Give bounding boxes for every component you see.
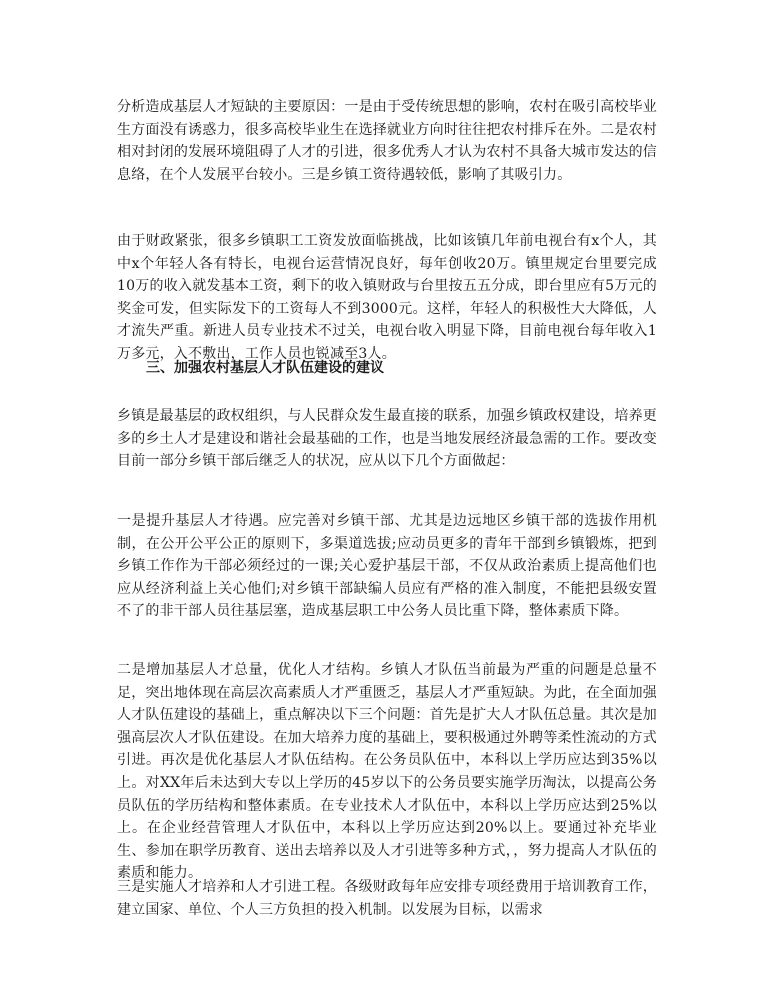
paragraph-suggestion-two: 二是增加基层人才总量，优化人才结构。乡镇人才队伍当前最为严重的问题是总量不足，突出地体现在高层次高素质人才严重匮乏，基层人才严重短缺。为此，在全面加强人才队伍建设的基础上，重点解决以下三个问题：首先是扩大人才队伍总量。其次是加强高层次人才队伍建设。在加大培养力度的基础上，要积极通过外聘等柔性流动的方式引进。再次是优化基层人才队伍结构。在公务员队伍中，本科以上学历应达到35%以上。对XX年后未达到大专以上学历的45岁以下的公务员要实施学历淘汰，以提高公务员队伍的学历结构和整体素质。在专业技术人才队伍中，本科以上学历应达到25%以上。在企业经营管理人才队伍中，本科以上学历应达到20%以上。要通过补充毕业生、参加在职学历教育、送出去培养以及人才引进等多种方式，，努力提高人才队伍的素质和能力。	[117, 662, 657, 882]
paragraph-intro-suggestions: 乡镇是最基层的政权组织，与人民群众发生最直接的联系，加强乡镇政权建设，培养更多的乡土人才是建设和谐社会最基础的工作，也是当地发展经济最急需的工作。要改变目前一部分乡镇干部后继乏人的状况，应从以下几个方面做起：	[117, 408, 657, 470]
section-heading: 三、加强农村基层人才队伍建设的建议	[146, 360, 384, 376]
paragraph-suggestion-three: 三是实施人才培养和人才引进工程。各级财政每年应安排专项经费用于培训教育工作，建立国家、单位、个人三方负担的投入机制。以发展为目标，以需求	[117, 879, 657, 918]
paragraph-finance-example: 由于财政紧张，很多乡镇职工工资发放面临挑战，比如该镇几年前电视台有x个人，其中x个年轻人各有特长，电视台运营情况良好，每年创收20万。镇里规定台里要完成10万的收入就发基本工资，剩下的收入镇财政与台里按五五分成，即台里应有5万元的奖金可发，但实际发下的工资每人不到3000元。这样，年轻人的积极性大大降低，人才流失严重。新进人员专业技术不过关，电视台收入明显下降，目前电视台每年收入1万多元，入不敷出，工作人员也锐减至3人。	[117, 233, 657, 362]
paragraph-suggestion-one: 一是提升基层人才待遇。应完善对乡镇干部、尤其是边远地区乡镇干部的选拔作用机制，在公开公平公正的原则下，多渠道选拔;应动员更多的青年干部到乡镇锻炼，把到乡镇工作作为干部必须经过的一课;关心爱护基层干部，不仅从政治素质上提高他们也应从经济利益上关心他们;对乡镇干部缺编人员应有严格的准入制度，不能把县级安置不了的非干部人员往基层塞，造成基层职工中公务人员比重下降，整体素质下降。	[117, 513, 657, 620]
paragraph-causes: 分析造成基层人才短缺的主要原因：一是由于受传统思想的影响，农村在吸引高校毕业生方面没有诱惑力，很多高校毕业生在选择就业方向时往往把农村排斥在外。二是农村相对封闭的发展环境阻碍了人才的引进，很多优秀人才认为农村不具备大城市发达的信息络，在个人发展平台较小。三是乡镇工资待遇较低，影响了其吸引力。	[117, 99, 657, 183]
